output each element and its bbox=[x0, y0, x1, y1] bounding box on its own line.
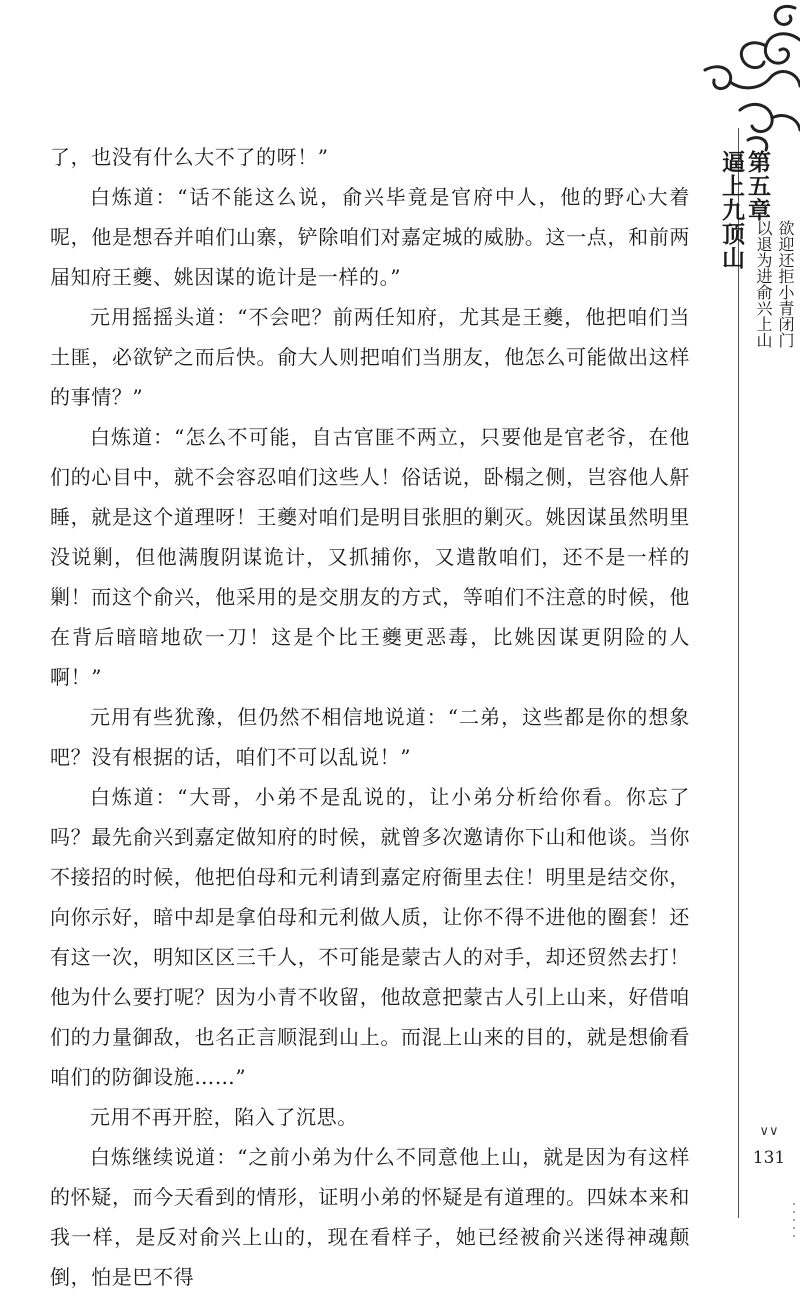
subtitle-part-2: 以退为进俞兴上山 bbox=[754, 220, 773, 348]
margin-divider bbox=[738, 128, 739, 1218]
subtitle-part-1: 欲迎还拒小青闭门 bbox=[776, 220, 795, 348]
chapter-label: 第五章 bbox=[744, 150, 771, 222]
body-text bbox=[50, 137, 690, 1297]
paragraph-5: 元用有些犹豫，但仍然不相信地说道：“二弟，这些都是你的想象吧？没有根据的话，咱们不可以乱说！” bbox=[50, 705, 690, 769]
paragraph-4: 白炼道：“怎么不可能，自古官匪不两立，只要他是官老爷，在他们的心目中，就不会容忍咱们这些人！俗话说，卧榻之侧，岂容他人鼾睡，就是这个道理呀！王夔对咱们是明目张胆的剿灭。姚因谋虽然明里没说剿，但他满腹阴谋诡计，又抓捕你，又遣散咱们，还不是一样的剿！而这个俞兴，他采用的是交朋友的方式，等咱们不注意的时候，他在背后暗暗地砍一刀！这是个比王夔更恶毒，比姚因谋更阴险的人啊！” bbox=[50, 425, 690, 689]
paragraph-2: 白炼道：“话不能这么说，俞兴毕竟是官府中人，他的野心大着呢，他是想吞并咱们山寨，铲除咱们对嘉定城的威胁。这一点，和前两届知府王夔、姚因谋的诡计是一样的。” bbox=[50, 185, 690, 289]
page-number: 131 bbox=[752, 1148, 786, 1168]
edge-dots-decoration bbox=[790, 1200, 798, 1240]
paragraph-1: 了，也没有什么大不了的呀！” bbox=[50, 145, 329, 169]
cloud-ornament-icon bbox=[700, 0, 800, 160]
paragraph-7: 元用不再开腔，陷入了沉思。 bbox=[90, 1105, 358, 1129]
chapter-title: 逼上九顶山 bbox=[718, 150, 745, 270]
chapter-subtitle bbox=[754, 220, 796, 348]
page-marker-icon: ∨∨ bbox=[759, 1124, 779, 1139]
paragraph-8: 白炼继续说道：“之前小弟为什么不同意他上山，就是因为有这样的怀疑，而今天看到的情形，证明小弟的怀疑是有道理的。四妹本来和我一样，是反对俞兴上山的，现在看样子，她已经被俞兴迷得神魂颠倒，怕是巴不得 bbox=[50, 1145, 690, 1289]
paragraph-3: 元用摇摇头道：“不会吧？前两任知府，尤其是王夔，他把咱们当土匪，必欲铲之而后快。俞大人则把咱们当朋友，他怎么可能做出这样的事情？” bbox=[50, 305, 690, 409]
paragraph-6: 白炼道：“大哥，小弟不是乱说的，让小弟分析给你看。你忘了吗？最先俞兴到嘉定做知府的时候，就曾多次邀请你下山和他谈。当你不接招的时候，他把伯母和元利请到嘉定府衙里去住！明里是结交你，向你示好，暗中却是拿伯母和元利做人质，让你不得不进他的圈套！还有这一次，明知区区三千人，不可能是蒙古人的对手，却还贸然去打！他为什么要打呢？因为小青不收留，他故意把蒙古人引上山来，好借咱们的力量御敌，也名正言顺混到山上。而混上山来的目的，就是想偷看咱们的防御设施……” bbox=[50, 785, 690, 1089]
